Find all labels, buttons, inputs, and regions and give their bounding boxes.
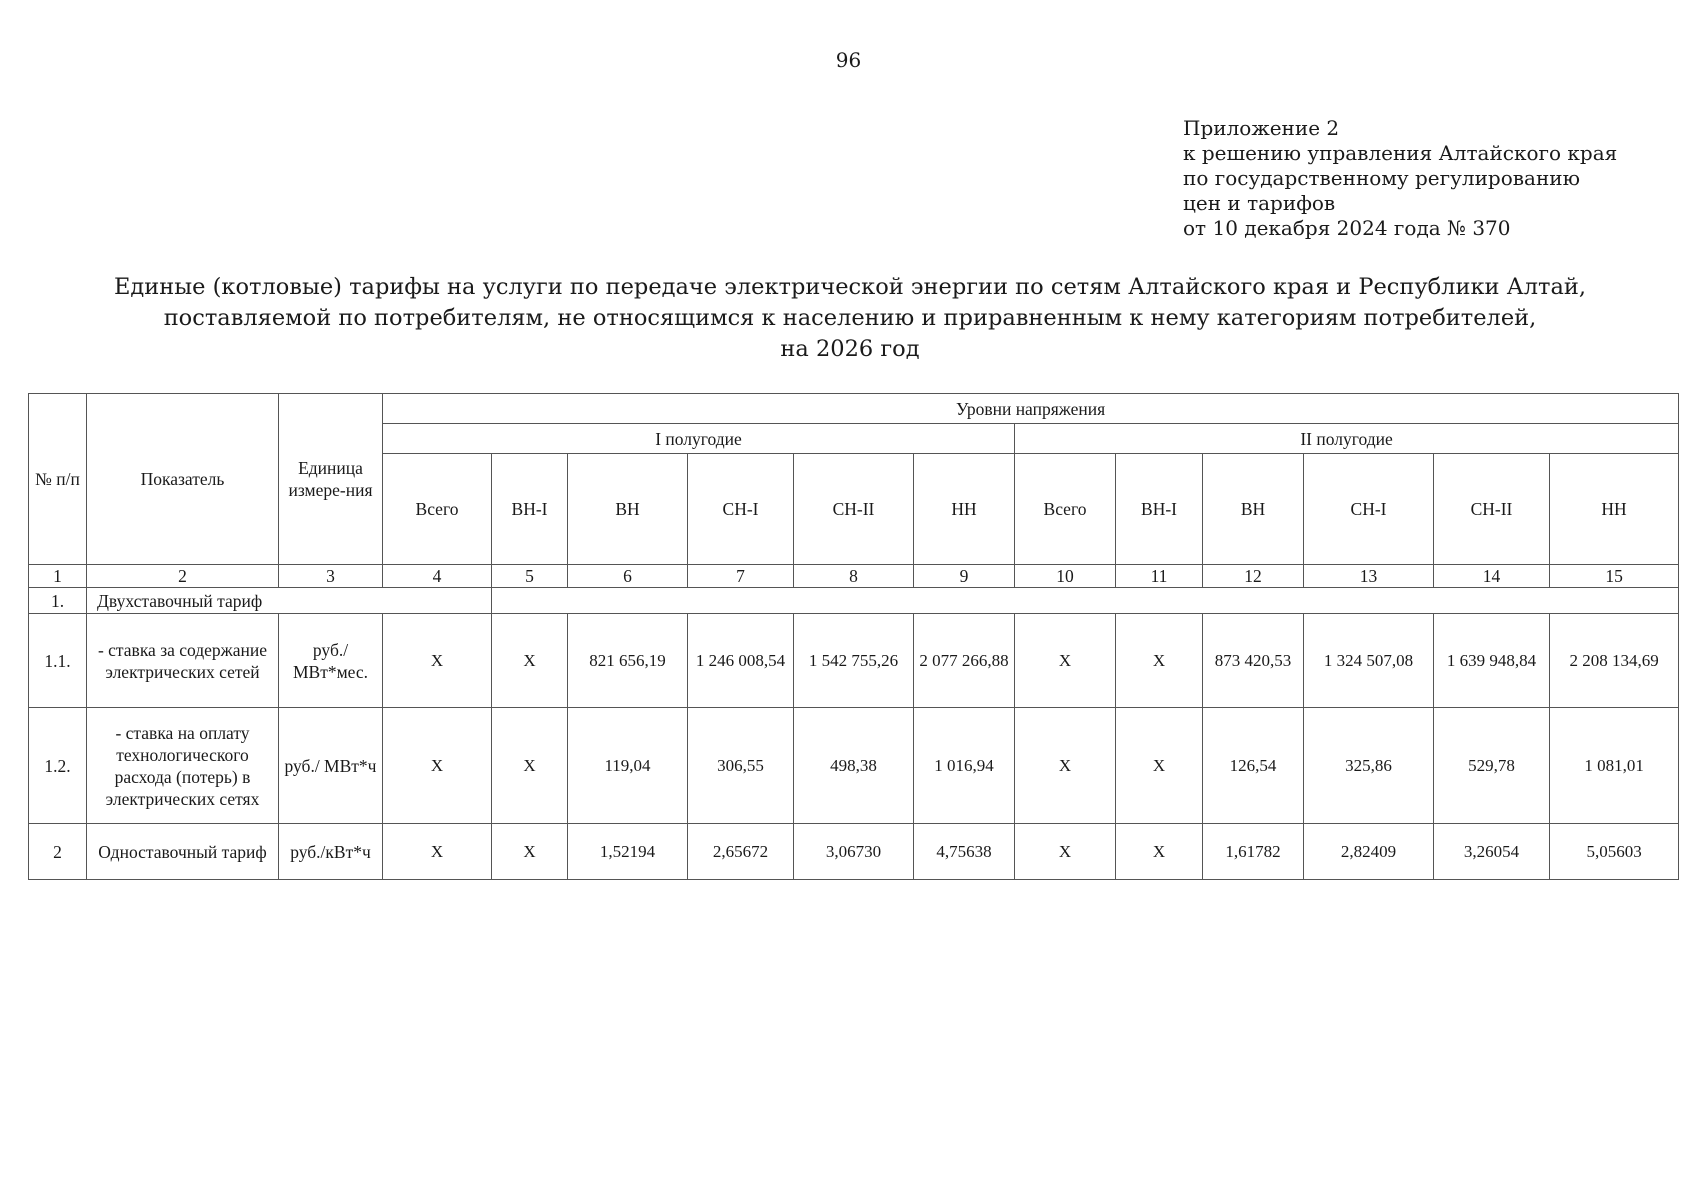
value-cell: 1 081,01	[1550, 708, 1679, 824]
table-row	[29, 614, 1679, 708]
appendix-line: цен и тарифов	[1183, 191, 1336, 215]
title-line: Единые (котловые) тарифы на услуги по передаче электрической энергии по сетям Алтайского края и Республики Алтай,	[113, 274, 1587, 300]
appendix-block	[1183, 116, 1617, 241]
value-cell: 3,26054	[1434, 824, 1550, 880]
value-cell: X	[1015, 614, 1116, 708]
column-number: 12	[1203, 565, 1304, 588]
row-indicator: Одноставочный тариф	[87, 824, 279, 880]
row-number: 2	[29, 824, 87, 880]
header-num: № п/п	[29, 394, 87, 565]
section-label: Двухставочный тариф	[87, 588, 492, 614]
value-cell: 498,38	[794, 708, 914, 824]
tariff-table	[28, 393, 1679, 880]
appendix-line: к решению управления Алтайского края	[1183, 141, 1618, 165]
value-cell: 529,78	[1434, 708, 1550, 824]
row-indicator: - ставка на оплату технологического расхода (потерь) в электрических сетях	[87, 708, 279, 824]
column-number: 7	[688, 565, 794, 588]
value-cell: 1,61782	[1203, 824, 1304, 880]
header-half-2: II полугодие	[1015, 424, 1679, 454]
value-cell: 1 016,94	[914, 708, 1015, 824]
header-voltage-levels: Уровни напряжения	[383, 394, 1679, 424]
table-row	[29, 824, 1679, 880]
value-cell: X	[492, 614, 568, 708]
title-line: на 2026 год	[780, 336, 920, 362]
value-cell: 1 639 948,84	[1434, 614, 1550, 708]
header-level: Всего	[383, 454, 492, 565]
value-cell: 2,82409	[1304, 824, 1434, 880]
value-cell: 5,05603	[1550, 824, 1679, 880]
column-number: 2	[87, 565, 279, 588]
value-cell: 306,55	[688, 708, 794, 824]
column-number: 15	[1550, 565, 1679, 588]
header-half-1: I полугодие	[383, 424, 1015, 454]
section-empty-cell	[492, 588, 1679, 614]
value-cell: 873 420,53	[1203, 614, 1304, 708]
value-cell: 119,04	[568, 708, 688, 824]
column-number: 1	[29, 565, 87, 588]
value-cell: 4,75638	[914, 824, 1015, 880]
section-num: 1.	[29, 588, 87, 614]
header-level: НН	[914, 454, 1015, 565]
column-number: 10	[1015, 565, 1116, 588]
page-number: 96	[835, 48, 862, 72]
value-cell: X	[1116, 614, 1203, 708]
header-indicator: Показатель	[87, 394, 279, 565]
header-level: ВН-I	[1116, 454, 1203, 565]
row-unit: руб./ МВт*ч	[279, 708, 383, 824]
column-number: 4	[383, 565, 492, 588]
row-number: 1.2.	[29, 708, 87, 824]
value-cell: X	[1116, 708, 1203, 824]
column-number: 13	[1304, 565, 1434, 588]
row-unit: руб./ МВт*мес.	[279, 614, 383, 708]
header-level: ВН	[568, 454, 688, 565]
column-number: 5	[492, 565, 568, 588]
value-cell: 821 656,19	[568, 614, 688, 708]
header-level: ВН	[1203, 454, 1304, 565]
value-cell: 2 077 266,88	[914, 614, 1015, 708]
value-cell: X	[1116, 824, 1203, 880]
column-number: 8	[794, 565, 914, 588]
value-cell: 1 246 008,54	[688, 614, 794, 708]
appendix-line: по государственному регулированию	[1183, 166, 1581, 190]
value-cell: 3,06730	[794, 824, 914, 880]
table-row	[29, 708, 1679, 824]
title-line: поставляемой по потребителям, не относящимся к населению и приравненным к нему категориям потребителей,	[163, 305, 1537, 331]
column-number: 9	[914, 565, 1015, 588]
row-number: 1.1.	[29, 614, 87, 708]
value-cell: 1,52194	[568, 824, 688, 880]
column-number: 3	[279, 565, 383, 588]
header-level: СН-I	[1304, 454, 1434, 565]
value-cell: 1 324 507,08	[1304, 614, 1434, 708]
value-cell: 1 542 755,26	[794, 614, 914, 708]
header-level: СН-I	[688, 454, 794, 565]
value-cell: X	[492, 708, 568, 824]
row-unit: руб./кВт*ч	[279, 824, 383, 880]
value-cell: 126,54	[1203, 708, 1304, 824]
column-number: 14	[1434, 565, 1550, 588]
header-unit: Единица измере-ния	[279, 394, 383, 565]
header-level: СН-II	[1434, 454, 1550, 565]
value-cell: X	[1015, 708, 1116, 824]
column-number: 6	[568, 565, 688, 588]
header-level: НН	[1550, 454, 1679, 565]
value-cell: 2 208 134,69	[1550, 614, 1679, 708]
header-level: Всего	[1015, 454, 1116, 565]
value-cell: X	[1015, 824, 1116, 880]
value-cell: 2,65672	[688, 824, 794, 880]
header-level: СН-II	[794, 454, 914, 565]
header-level: ВН-I	[492, 454, 568, 565]
appendix-line: от 10 декабря 2024 года № 370	[1183, 216, 1511, 240]
value-cell: X	[383, 614, 492, 708]
document-title	[100, 272, 1600, 365]
value-cell: X	[383, 824, 492, 880]
value-cell: X	[383, 708, 492, 824]
value-cell: X	[492, 824, 568, 880]
column-number: 11	[1116, 565, 1203, 588]
value-cell: 325,86	[1304, 708, 1434, 824]
row-indicator: - ставка за содержание электрических сетей	[87, 614, 279, 708]
appendix-line: Приложение 2	[1183, 116, 1340, 140]
